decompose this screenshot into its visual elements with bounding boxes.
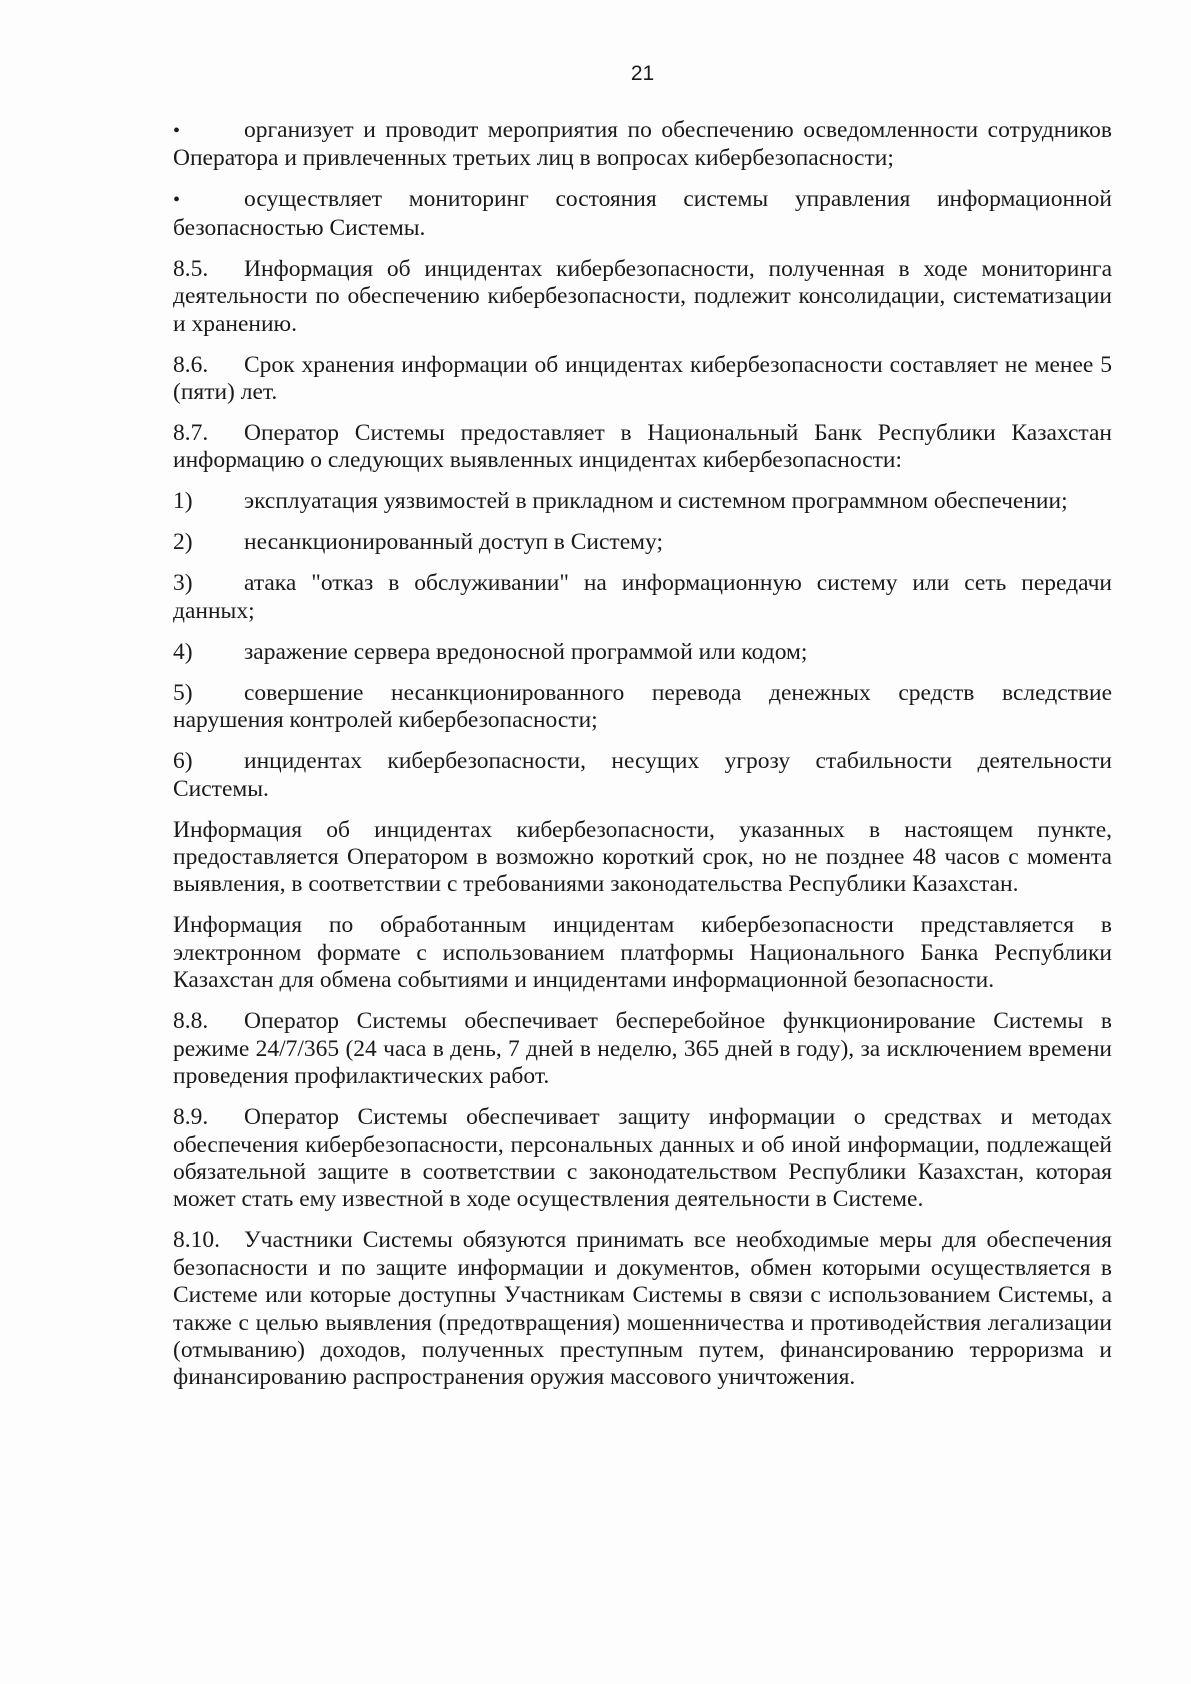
- paragraph-number: 5): [173, 679, 193, 706]
- paragraph-text: совершение несанкционированного перевода денежных средств вследствие нарушения контролей кибербезопасности;: [173, 679, 1112, 734]
- paragraph-text: Оператор Системы предоставляет в Национальный Банк Республики Казахстан информацию о следующих выявленных инцидентах кибербезопасности:: [173, 420, 1112, 474]
- document-body: [173, 117, 1112, 1405]
- bullet-icon: •: [173, 189, 181, 212]
- paragraph-text: несанкционированный доступ в Систему;: [244, 529, 663, 556]
- paragraph: [173, 680, 1112, 735]
- paragraph: [173, 420, 1112, 475]
- paragraph-number: 8.6.: [173, 351, 209, 378]
- paragraph: [173, 639, 1112, 666]
- paragraph-text: Информация по обработанным инцидентам кибербезопасности представляется в электронном формате с использованием платформы Национального Банка Республики Казахстан для обмена событиями и инцидентами информационной безопасности.: [173, 912, 1112, 994]
- paragraph: [173, 352, 1112, 407]
- paragraph-text: осуществляет мониторинг состояния системы управления информационной безопасностью Системы.: [173, 186, 1112, 241]
- paragraph-text: Информация об инцидентах кибербезопасности, указанных в настоящем пункте, предоставляется Оператором в возможно короткий срок, но не позднее 48 часов с момента выявления, в соответствии с требованиями законодательства Республики Казахстан.: [173, 816, 1112, 898]
- paragraph: [173, 1227, 1112, 1391]
- paragraph-number: 4): [173, 638, 193, 665]
- paragraph-text: эксплуатация уязвимостей в прикладном и системном программном обеспечении;: [244, 488, 1068, 515]
- paragraph-text: Участники Системы обязуются принимать все необходимые меры для обеспечения безопасности и по защите информации и документов, обмен которыми осуществляется в Системе или которые доступны Участникам Системы в связи с использованием Системы, а также с целью выявления (предотвращения) мошенничества и противодействия легализации (отмыванию) доходов, полученных преступным путем, финансированию терроризма и финансированию распространения оружия массового уничтожения.: [173, 1227, 1112, 1391]
- paragraph-number: 8.5.: [173, 255, 209, 282]
- paragraph-number: 8.9.: [173, 1104, 209, 1131]
- paragraph: [173, 912, 1112, 994]
- paragraph-text: Срок хранения информации об инцидентах кибербезопасности составляет не менее 5 (пяти) лет.: [173, 351, 1112, 406]
- paragraph-number: 8.8.: [173, 1008, 209, 1035]
- paragraph-text: Оператор Системы обеспечивает бесперебойное функционирование Системы в режиме 24/7/365 (24 часа в день, 7 дней в неделю, 365 дней в году), за исключением времени проведения профилактических работ.: [173, 1008, 1112, 1090]
- paragraph-number: 6): [173, 748, 193, 775]
- paragraph-number: 1): [173, 488, 193, 515]
- paragraph: [173, 488, 1112, 515]
- paragraph-text: Оператор Системы обеспечивает защиту информации о средствах и методах обеспечения кибербезопасности, персональных данных и об иной информации, подлежащей обязательной защите в соответствии с законодательством Республики Казахстан, которая может стать ему известной в ходе осуществления деятельности в Системе.: [173, 1104, 1112, 1213]
- paragraph-number: 2): [173, 529, 193, 556]
- paragraph-number: 8.10.: [173, 1227, 220, 1254]
- paragraph-text: инцидентах кибербезопасности, несущих угрозу стабильности деятельности Системы.: [173, 748, 1112, 802]
- paragraph-text: атака "отказ в обслуживании" на информационную систему или сеть передачи данных;: [173, 570, 1112, 624]
- paragraph: [173, 117, 1112, 173]
- paragraph: [173, 256, 1112, 338]
- page-number: 21: [630, 62, 655, 85]
- paragraph: [173, 570, 1112, 625]
- paragraph-text: Информация об инцидентах кибербезопасности, полученная в ходе мониторинга деятельности по обеспечению кибербезопасности, подлежит консолидации, систематизации и хранению.: [173, 255, 1112, 337]
- paragraph: [173, 1008, 1112, 1090]
- paragraph-text: заражение сервера вредоносной программой или кодом;: [244, 638, 808, 665]
- paragraph-number: 3): [173, 570, 193, 597]
- paragraph: [173, 817, 1112, 899]
- paragraph: [173, 1104, 1112, 1214]
- paragraph: [173, 748, 1112, 803]
- paragraph-text: организует и проводит мероприятия по обеспечению осведомленности сотрудников Оператора и привлеченных третьих лиц в вопросах кибербезопасности;: [173, 117, 1112, 172]
- paragraph: [173, 186, 1112, 242]
- paragraph: [173, 529, 1112, 556]
- bullet-icon: •: [173, 120, 181, 142]
- paragraph-number: 8.7.: [173, 420, 209, 447]
